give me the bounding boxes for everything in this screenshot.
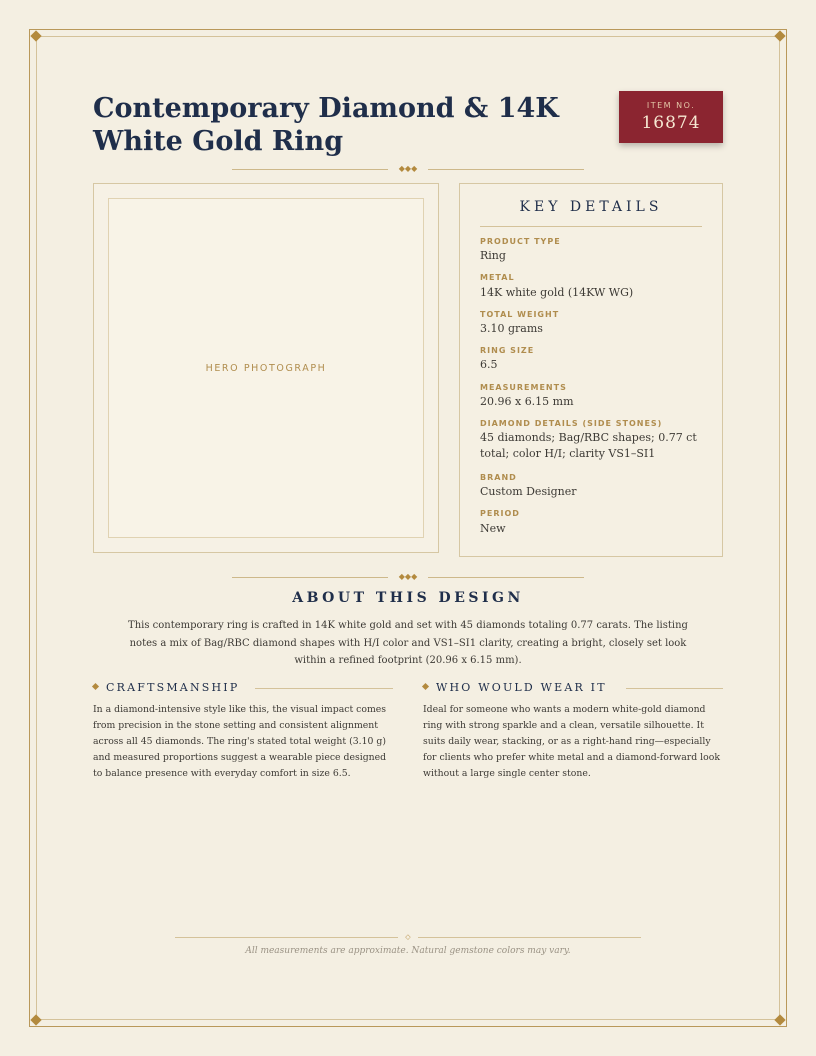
detail-label-diamond-details: DIAMOND DETAILS (SIDE STONES) xyxy=(480,419,663,428)
about-divider xyxy=(232,572,584,582)
item-number-badge xyxy=(619,91,723,143)
detail-value-brand: Custom Designer xyxy=(480,485,577,498)
who-would-wear-heading-text: WHO WOULD WEAR IT xyxy=(436,681,607,694)
key-details-rule xyxy=(480,226,702,227)
detail-value-measurements: 20.96 x 6.15 mm xyxy=(480,395,574,408)
who-would-wear-text: Ideal for someone who wants a modern white-gold diamond ring with strong sparkle and a clean, versatile silhouette. It suits daily wear, stacking, or as a right-hand ring—especially for clients who prefer white metal and a diamond-forward look without a large single center stone. xyxy=(423,704,720,780)
footer-note: All measurements are approximate. Natural gemstone colors may vary. xyxy=(245,946,571,956)
footer-ornament-icon: ◇ xyxy=(405,933,411,941)
craftsmanship-heading-text: CRAFTSMANSHIP xyxy=(106,681,240,694)
divider-ornament-icon: ◆◆◆ xyxy=(398,572,418,581)
detail-value-product-type: Ring xyxy=(480,249,506,262)
footer-rule-left xyxy=(175,937,398,938)
who-would-wear-heading xyxy=(423,681,607,695)
key-details-heading: KEY DETAILS xyxy=(519,199,663,215)
craftsmanship-text: In a diamond-intensive style like this, the visual impact comes from precision in the stone setting and consistent alignment across all 45 diamonds. The ring's stated total weight (3.10 g) and measured proportions suggest a wearable piece designed to balance presence with everyday comfort in size 6.5. xyxy=(93,704,387,780)
footer-rule-right xyxy=(418,937,641,938)
item-number-value: 16874 xyxy=(641,113,701,133)
craftsmanship-rule xyxy=(255,688,393,689)
item-number-label: ITEM NO. xyxy=(646,101,696,110)
page-title: Contemporary Diamond & 14K White Gold Ring xyxy=(93,93,559,157)
who-would-wear-rule xyxy=(626,688,723,689)
detail-value-ring-size: 6.5 xyxy=(480,358,498,371)
detail-label-total-weight: TOTAL WEIGHT xyxy=(480,310,560,319)
detail-label-brand: BRAND xyxy=(480,473,517,482)
diamond-bullet-icon xyxy=(92,683,99,690)
divider-ornament-icon: ◆◆◆ xyxy=(398,164,418,173)
detail-value-total-weight: 3.10 grams xyxy=(480,322,543,335)
detail-label-product-type: PRODUCT TYPE xyxy=(480,237,561,246)
about-text: This contemporary ring is crafted in 14K white gold and set with 45 diamonds totaling 0.77 carats. The listing notes a mix of Bag/RBC diamond shapes with H/I color and VS1–SI1 clarity, creating a bright, closely set look within a refined footprint (20.96 x 6.15 mm). xyxy=(128,620,688,666)
detail-label-period: PERIOD xyxy=(480,509,520,518)
detail-label-metal: METAL xyxy=(480,273,515,282)
detail-label-ring-size: RING SIZE xyxy=(480,346,535,355)
detail-value-period: New xyxy=(480,522,506,535)
detail-value-metal: 14K white gold (14KW WG) xyxy=(480,286,634,299)
detail-label-measurements: MEASUREMENTS xyxy=(480,383,567,392)
craftsmanship-heading xyxy=(93,681,239,695)
detail-value-diamond-details: 45 diamonds; Bag/RBC shapes; 0.77 ct total; color H/I; clarity VS1–SI1 xyxy=(480,431,697,460)
about-heading: ABOUT THIS DESIGN xyxy=(292,590,524,606)
diamond-bullet-icon xyxy=(422,683,429,690)
hero-image-label: HERO PHOTOGRAPH xyxy=(205,363,327,374)
title-divider xyxy=(232,164,584,174)
